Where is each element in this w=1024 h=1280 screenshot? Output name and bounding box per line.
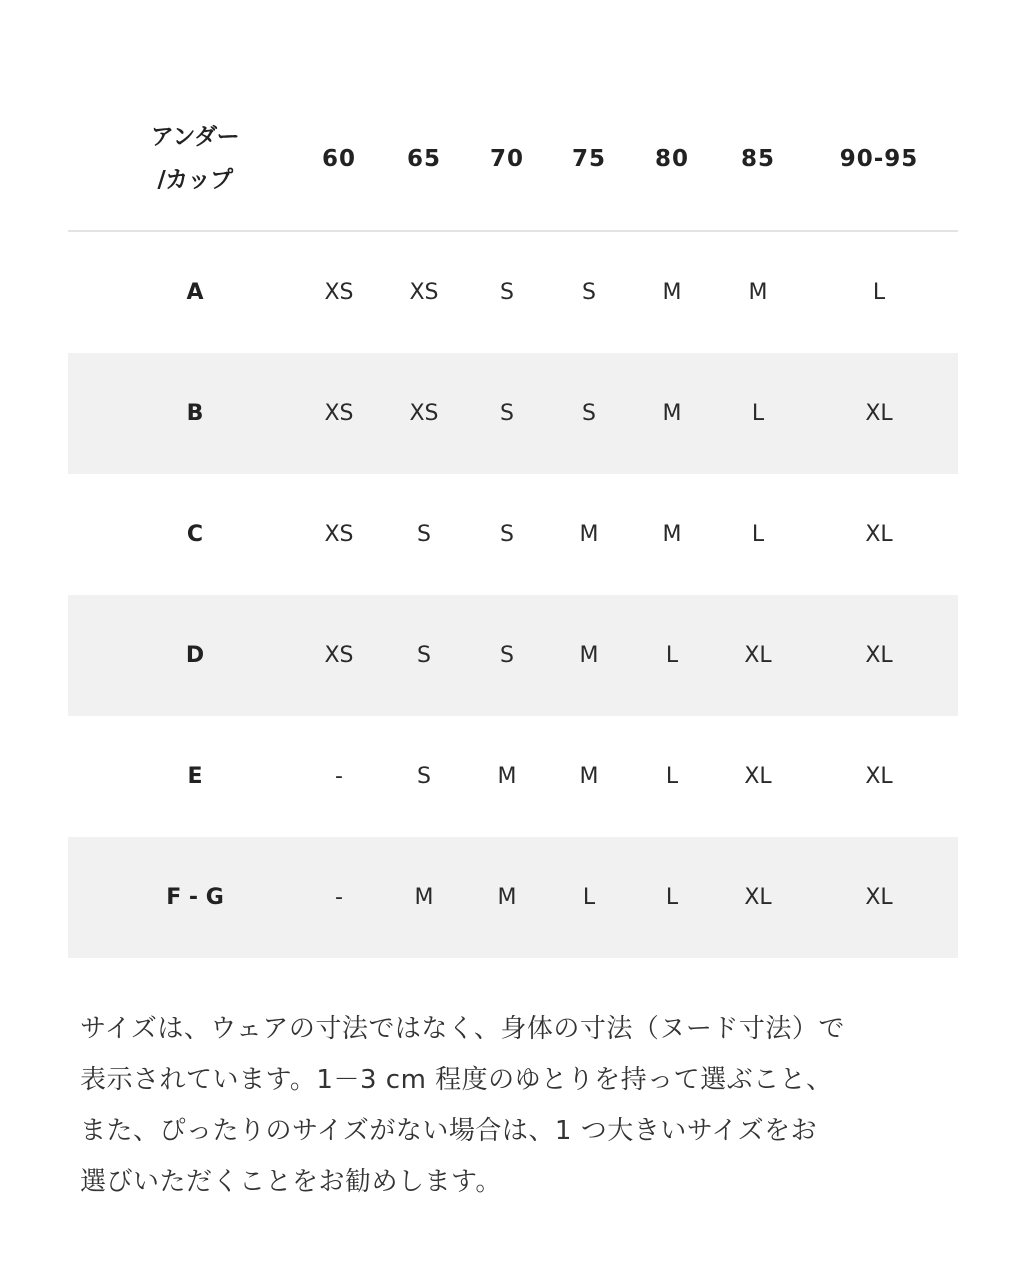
size-value: L [582,885,596,910]
column-header: 70 [489,146,524,172]
size-value: - [335,885,343,910]
cup-label: A [186,280,204,305]
size-value: XL [865,522,893,547]
size-value: M [497,764,517,789]
size-value: L [751,522,765,547]
column-header: 75 [571,146,606,172]
size-value: XL [744,643,772,668]
size-value: XL [865,885,893,910]
table-row-f-g [68,837,958,958]
size-value: XS [324,280,354,305]
cup-label: B [186,401,204,426]
header-label-under: アンダー [150,124,240,150]
size-value: L [665,885,679,910]
size-value: XS [324,401,354,426]
size-value: S [582,280,596,305]
size-value: XL [744,885,772,910]
size-value: XL [744,764,772,789]
size-value: S [500,280,514,305]
header-label-cup: /カップ [157,167,233,193]
column-header: 90-95 [839,146,919,172]
size-value: XL [865,643,893,668]
table-row-c [68,474,958,595]
size-value: XS [409,280,439,305]
size-value: XS [409,401,439,426]
size-value: M [579,522,599,547]
size-chart-table [68,88,958,958]
column-header: 80 [654,146,689,172]
size-value: M [748,280,768,305]
size-value: S [500,401,514,426]
size-value: S [500,643,514,668]
table-row-b [68,353,958,474]
size-value: S [417,764,431,789]
size-value: S [582,401,596,426]
cup-label: D [185,643,205,668]
size-value: M [579,643,599,668]
cup-label: F - G [166,885,224,910]
size-value: M [662,522,682,547]
table-row-e [68,716,958,837]
cup-label: C [186,522,204,547]
column-header: 65 [406,146,441,172]
header-corner-label [120,88,270,230]
size-value: XS [324,643,354,668]
size-value: S [417,522,431,547]
note-line: 選びいただくことをお勧めします。 [80,1167,502,1197]
note-line: また、ぴったりのサイズがない場合は、1 つ大きいサイズをお [80,1116,818,1146]
table-row-a [68,232,958,353]
table-header-row [68,88,958,232]
size-value: M [579,764,599,789]
note-line: サイズは、ウェアの寸法ではなく、身体の寸法（ヌード寸法）で [80,1014,845,1044]
size-value: XL [865,401,893,426]
size-value: XS [324,522,354,547]
table-row-d [68,595,958,716]
size-value: - [335,764,343,789]
size-value: L [872,280,886,305]
size-value: S [500,522,514,547]
size-value: L [751,401,765,426]
size-value: L [665,643,679,668]
size-value: M [497,885,517,910]
size-value: M [662,280,682,305]
note-line: 表示されています。1－3 cm 程度のゆとりを持って選ぶこと、 [80,1065,833,1095]
size-note-paragraph [80,1004,980,1208]
size-value: S [417,643,431,668]
column-header: 60 [321,146,356,172]
column-header: 85 [740,146,775,172]
size-value: M [414,885,434,910]
size-value: M [662,401,682,426]
size-value: L [665,764,679,789]
size-value: XL [865,764,893,789]
cup-label: E [187,764,203,789]
